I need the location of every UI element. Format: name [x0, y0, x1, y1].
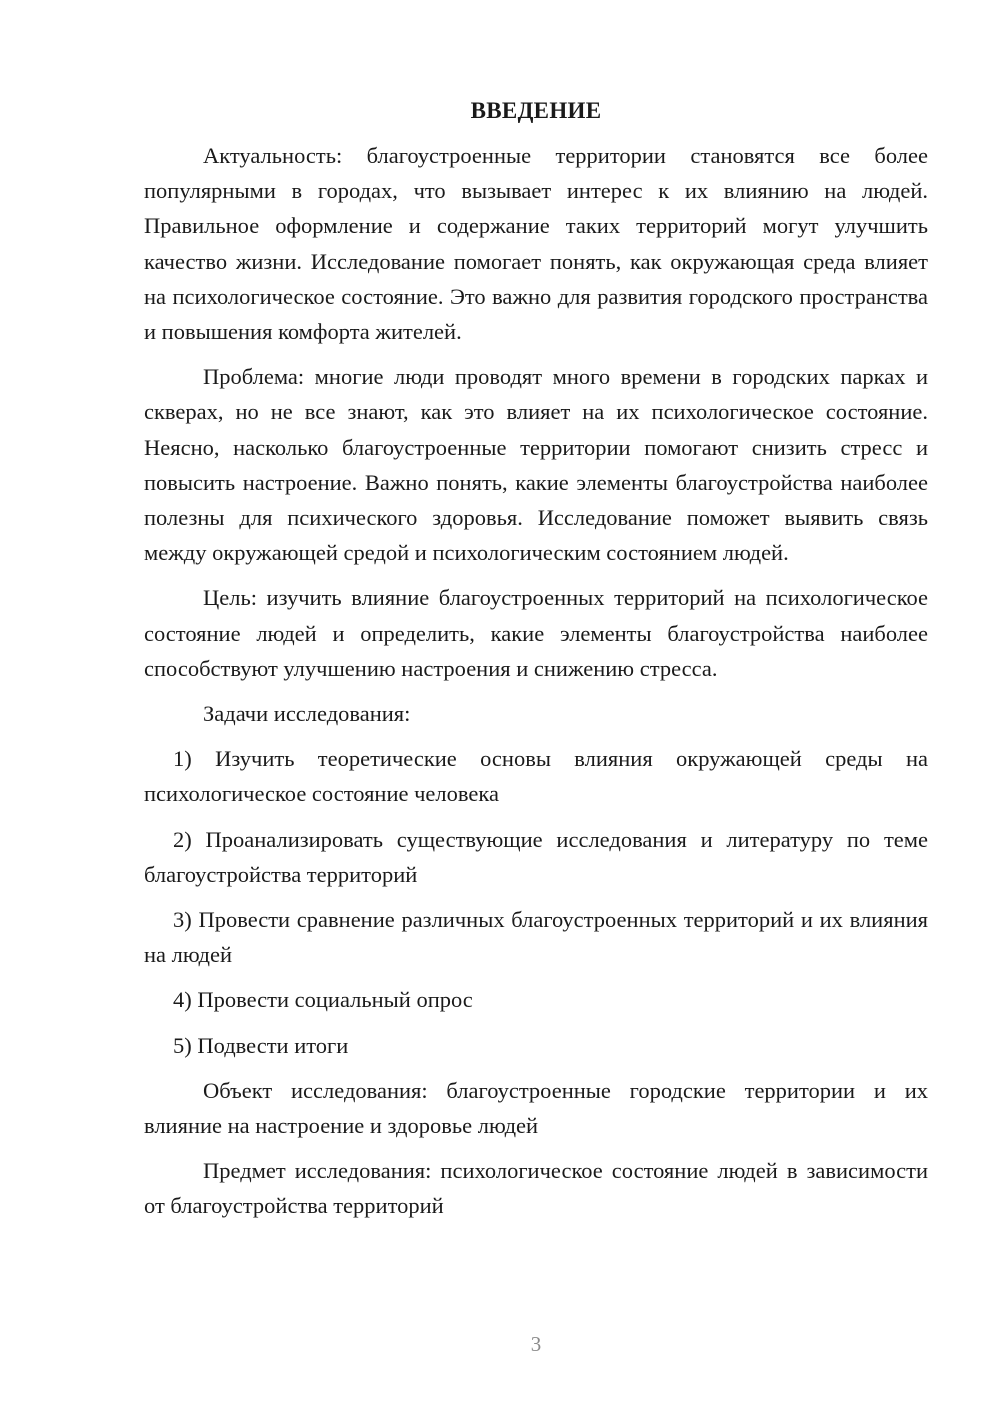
page-content	[144, 94, 928, 1234]
paragraph-object: Объект исследования: благоустроенные городские территории и их влияние на настроение и здоровье людей	[144, 1077, 928, 1139]
paragraph-subject: Предмет исследования: психологическое состояние людей в зависимости от благоустройства территорий	[144, 1158, 928, 1219]
paragraph-problem: Проблема: многие люди проводят много времени в городских парках и скверах, но не все знают, как это влияет на их психологическое состояние. Неясно, насколько благоустроенные территории помогают снизить стресс и повысить настроение. Важно понять, какие элементы благоустройства наиболее полезны для психического здоровья. Исследование поможет выявить связь между окружающей средой и психологическим состоянием людей.	[144, 364, 928, 566]
task-item: 4) Провести социальный опрос	[173, 987, 473, 1013]
paragraph-goal: Цель: изучить влияние благоустроенных территорий на психологическое состояние людей и определить, какие элементы благоустройства наиболее способствуют улучшению настроения и снижению стресса.	[144, 585, 928, 681]
task-item: 3) Провести сравнение различных благоустроенных территорий и их влияния на людей	[144, 907, 928, 968]
page-number: 3	[530, 1332, 542, 1356]
tasks-heading: Задачи исследования:	[203, 701, 411, 727]
task-item: 5) Подвести итоги	[173, 1032, 349, 1058]
paragraph-relevance: Актуальность: благоустроенные территории становятся все более популярными в городах, что вызывает интерес к их влиянию на людей. Правильное оформление и содержание таких территорий могут улучшить качество жизни. Исследование помогает понять, как окружающая среда влияет на психологическое состояние. Это важно для развития городского пространства и повышения комфорта жителей.	[144, 143, 928, 345]
task-item: 2) Проанализировать существующие исследования и литературу по теме благоустройства территорий	[144, 826, 928, 887]
page-title: ВВЕДЕНИЕ	[470, 98, 602, 123]
task-item: 1) Изучить теоретические основы влияния окружающей среды на психологическое состояние человека	[144, 746, 928, 807]
